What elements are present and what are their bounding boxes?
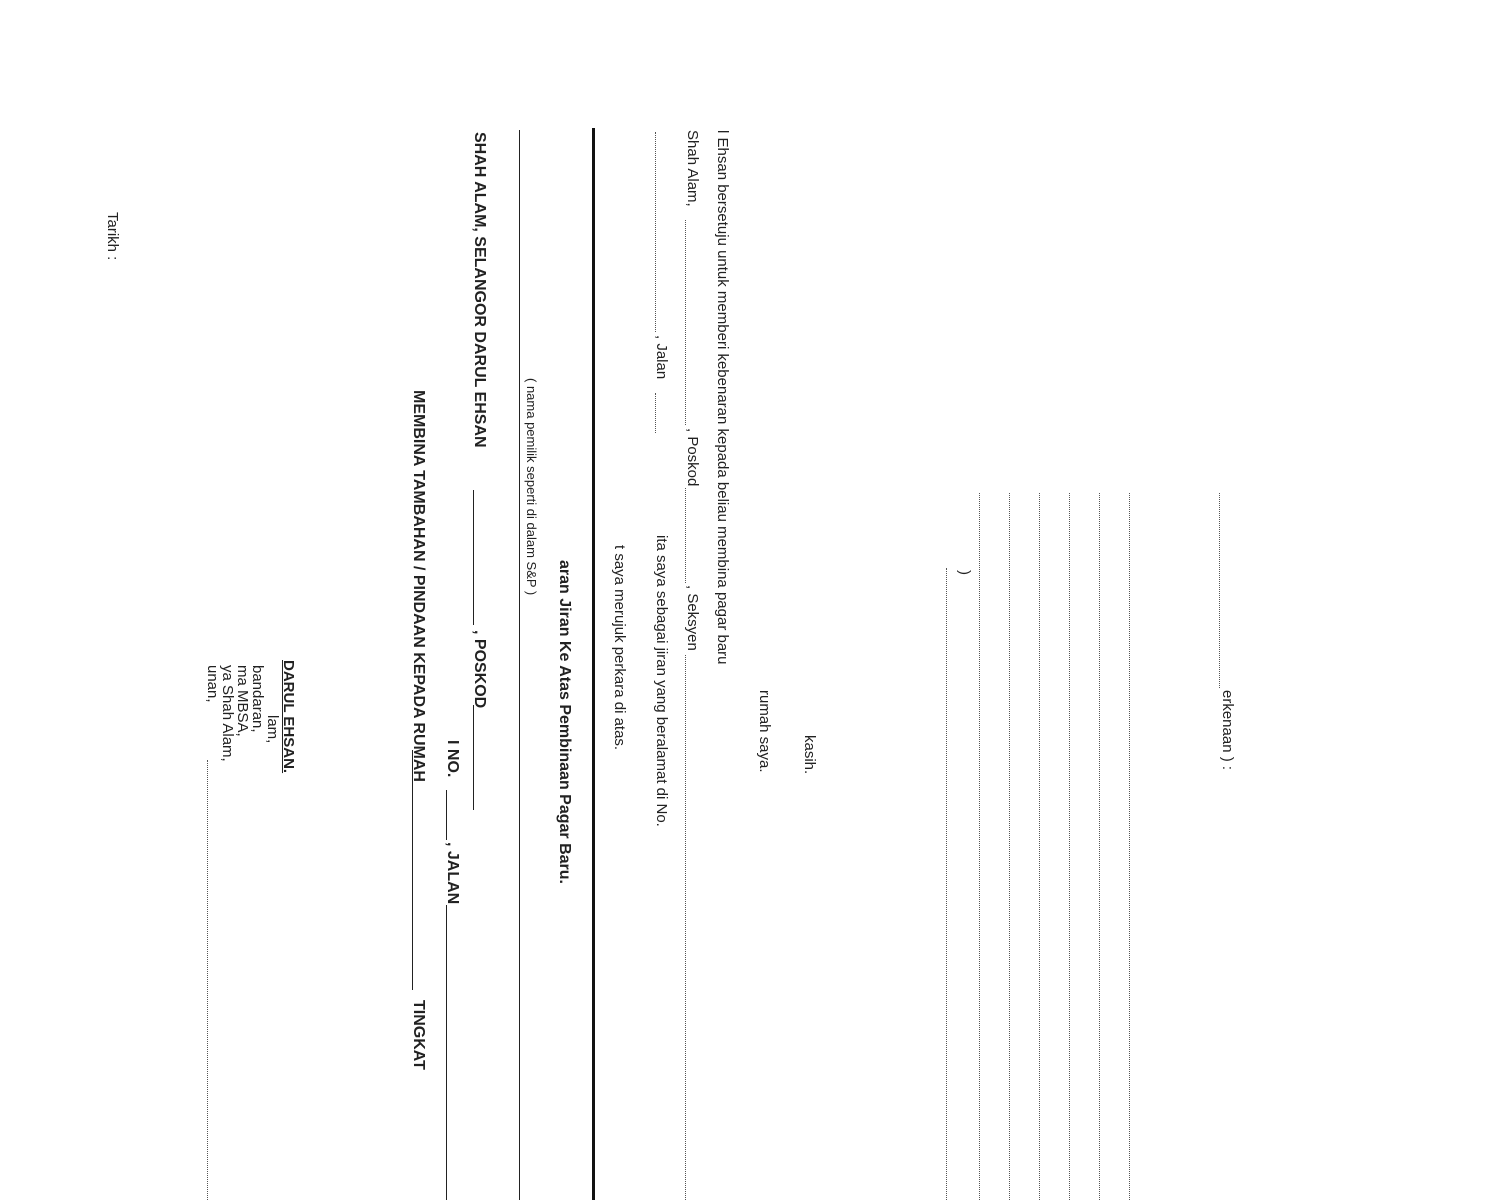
paragraph-1: t saya merujuk perkara di atas. [611, 545, 628, 751]
subject-line-2-start: I NO. [444, 740, 461, 778]
dotted-fill [685, 220, 686, 425]
detail-line [1129, 493, 1130, 1200]
subject-line-2-jalan: , JALAN [444, 842, 461, 905]
paragraph-5: rumah saya. [756, 690, 773, 773]
subject-line-1: MEMBINA TAMBAHAN / PINDAAN KEPADA RUMAH [410, 390, 427, 782]
subject-line-3-end: SHAH ALAM, SELANGOR DARUL EHSAN [471, 132, 488, 448]
blank-line [473, 705, 474, 800]
address-line: ya Shah Alam, [219, 665, 236, 762]
heading-rule [592, 128, 595, 1200]
blank-line [473, 490, 474, 625]
detail-line [1219, 493, 1220, 688]
signature-line [946, 568, 947, 1200]
paragraph-4: l Ehsan bersetuju untuk memberi kebenaran kepada beliau membina pagar baru [714, 130, 731, 665]
paragraph-3-poskod: , Poskod [684, 428, 701, 487]
paragraph-2-start: ita saya sebagai jiran yang beralamat di No. [653, 535, 670, 827]
paragraph-3-seksyen: , Seksyen [684, 585, 701, 651]
blank-line [446, 905, 447, 1200]
paragraph-3-city: Shah Alam, [684, 130, 701, 207]
address-line: unan, [204, 665, 221, 703]
address-line: ma MBSA, [234, 665, 251, 737]
paragraph-2-jalan: , Jalan [653, 335, 670, 380]
dotted-fill [685, 655, 686, 1200]
date-label: Tarikh : [104, 212, 121, 261]
footer-label: erkenaan ) : [1219, 690, 1236, 771]
detail-line [1039, 493, 1040, 1200]
address-line: lam, [264, 715, 281, 744]
dotted-fill [655, 132, 656, 332]
owner-note: ( nama pemilik seperti di dalam S&P ) [524, 378, 539, 596]
address-state: DARUL EHSAN. [280, 660, 297, 774]
blank-line [446, 790, 447, 840]
owner-name-line [519, 130, 520, 1200]
detail-line [1009, 493, 1010, 1200]
blank-line [412, 750, 413, 990]
dotted-fill [655, 393, 656, 433]
address-line: bandaran, [249, 665, 266, 733]
dotted-fill [685, 488, 686, 583]
letter-heading: aran Jiran Ke Atas Pembinaan Pagar Baru. [556, 560, 573, 884]
closing: kasih. [801, 735, 818, 775]
closing-paren: ) [956, 570, 973, 575]
detail-line [1069, 493, 1070, 1200]
subject-line-3-poskod: , POSKOD [471, 630, 488, 709]
dotted-line [207, 760, 208, 1200]
detail-line [1099, 493, 1100, 1200]
subject-line-1-end: TINGKAT [410, 1000, 427, 1070]
detail-line [979, 493, 980, 1200]
